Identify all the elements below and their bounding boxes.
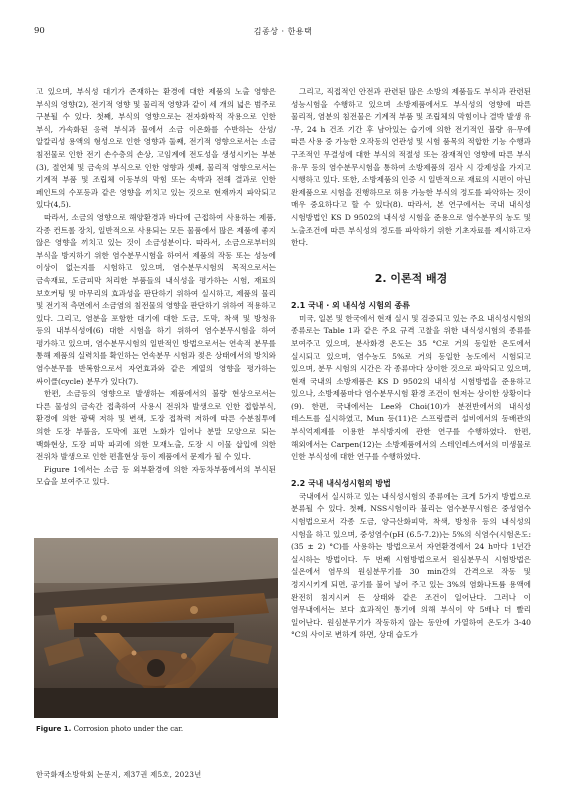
corrosion-photo-image: [34, 538, 278, 718]
subsection-title: 2.1 국내 · 외 내식성 시험의 종류: [291, 300, 410, 310]
body-paragraph: Figure 1에서는 소금 등 외부환경에 의한 자동차부품에서의 부식된 모습을 보여주고 있다.: [36, 464, 276, 487]
left-column: [36, 86, 276, 489]
figure-caption: [36, 725, 183, 733]
body-paragraph: 국내에서 실시하고 있는 내식성시험의 종류에는 크게 5가지 방법으로 분류될 수 있다. 첫째, NSS시험이라 불리는 염수분무시험은 중성염수 시험법으로서 각종 도금, 양극산화피막, 착색, 방청유 등의 내식성의 시험을 하고 있으며, 중성염수(pH (6.5-7.2))는 5%의 식염수(시험온도: (35 ± 2) °C)를 사용하는 방법으로서 자연환경에서 24 h마다 1년간 실시하는 방법이다. 두 번째 시험방법으로서 원심분무식 시험방법은 실온에서 염무의 원심분무기를 30 min간의 간격으로 작동 및 정지시키게 되면, 공기를 불어 넣어 주고 있는 3%의 염화나트륨 용액에 완전히 침지시켜 든 상태와 같은 조건이 일어난다. 그러나 이 염무내에서는 보다 효과적인 통기에 의해 부식이 약 5배나 더 빨리 일어난다. 원심분무기가 작동하지 않는 동안에 가열하여 온도가 3-40 °C의 사이로 변하게 하면, 상대 습도가: [291, 491, 531, 640]
running-head-authors: 김종상 · 한용택: [253, 27, 313, 36]
body-paragraph: 미국, 일본 및 한국에서 현재 실시 및 검증되고 있는 주요 내식성시험의 종류로는 Table 1과 같은 주요 규격 고찰을 위한 내식성시험의 종류를 보여주고 있으며, 분사화경 온도는 35 °C로 거의 동일한 온도에서 실시되고 있으며, 염수농도 5%로 거의 동일한 농도에서 시험되고 있으며, 분무 시험의 시간은 각 종류마다 상이한 것으로 파악되고 있으며, 현재 국내의 소방제품은 KS D 9502의 내식성 시험방법을 준용하고 있으나, 소방제품마다 염수분무시험 환경 조건이 현저는 상이한 상황이다(9). 한편, 국내에서는 Lee와 Choi(10)가 분전반에서의 내식성 테스트를 실시하였고, Mun 등(11)은 스프링클러 설비에서의 동배관의 부식억제제를 이용한 부식방지에 관한 연구를 수행하였다. 한편, 해외에서는 Carpen(12)는 소방제품에서의 스테인레스에서의 미생물로 인한 부식성에 대한 연구를 수행하였다.: [291, 313, 531, 462]
right-column: [291, 86, 531, 642]
body-paragraph: 한편, 소금등의 영향으로 발생하는 제품에서의 불량 현상으로서는 다른 물성의 금속간 접촉하여 사용시 전위차 발생으로 인한 접합부식, 환경에 의한 광택 저하 및 변색, 도장 접착력 저하에 따른 수분침투에 의한 도장 부풀음, 도막에 표면 노화가 일어나 분말 모양으로 되는 백화현상, 도장 피막 파괴에 의한 모재노출, 도장 시 이물 삽입에 의한 전위차 발생으로 인한 편흘현상 등이 제품에서 문제가 될 수 있다.: [36, 389, 276, 462]
page-number: 90: [34, 26, 45, 36]
figure-1-corrosion-photo: [34, 538, 278, 718]
figure-label: Figure 1.: [36, 725, 72, 733]
page-header: [34, 26, 532, 40]
figure-caption-text: Corrosion photo under the car.: [73, 725, 184, 733]
section-title: 2. 이론적 배경: [374, 271, 448, 285]
subsection-title: 2.2 국내 내식성시험의 방법: [291, 478, 391, 488]
body-paragraph: 그리고, 직접적인 안전과 관련된 많은 소방의 제품들도 부식과 관련된 성능시험을 수행하고 있으며 소방제품에서도 부식성의 영향에 따른 물리적, 염분의 침전물은 기계적 부품 및 조립체의 막힘이나 결박 발생 유·무, 24 h 건조 기간 후 남아있는 습기에 의한 전기적인 불량 유·무에 따른 사용 중 가능한 오작동의 연관성 및 시험 품목의 적합한 기능 수행과 구조적인 무결성에 대한 부식의 적절성 또는 잠재적인 영향에 따른 부식 유·무 등의 염수분무시험을 통하여 소방제품의 검사 시 강제성을 가지고 시행하고 있다. 또한, 소방제품의 인증 시 일반적으로 재료의 시편이 아닌 완제품으로 시험을 진행하므로 허용 가능한 부식의 정도를 파악하는 것이 매우 중요하다고 할 수 있다(8). 따라서, 본 연구에서는 국내 내식성 시험방법인 KS D 9502의 내식성 시험을 준용으로 염수분무의 농도 및 노출조건에 따른 부식성의 정도를 파악하기 위한 기초자료를 제시하고자 한다.: [291, 87, 531, 248]
body-paragraph: 따라서, 소금의 영향으로 해양환경과 바다에 근접하여 사용하는 제품, 각종 컨트롤 장치, 일반적으로 사용되는 모든 물품에서 많은 제품에 좋지 않은 영향을 끼치고 있는 것이 소금성분이다. 따라서, 소금으로부터의 부식을 방지하기 위한 염수분무시험을 하여서 제품의 작동 또는 성능에 이상이 없는지를 시험하고 있으며, 염수분무시험의 목적으로서는 금속재료, 도금피막 처리한 부품들의 내식성을 평가하는 시험, 재료의 보호커팅 및 마무리의 효과성을 판단하기 위하여 실시하고, 제품의 물리 및 전기적 측면에서 소금염의 침전물의 영향을 판단하기 위하여 적용하고 있다. 그리고, 염분을 포함한 대기에 대한 도금, 도막, 착색 및 방청유 등의 내부식성에(6) 대한 시험을 하기 위하여 염수분무시험을 하여 평가하고 있으며, 염수분무시험의 일반적인 방법으로서는 연속적 분무를 통해 제품의 실력치를 확인하는 연속분무 시험과 젖은 상태에서의 방치와 염수분무를 반복함으로서 자연효과와 같은 계열의 영향을 평가하는 싸이클(cycle) 분무가 있다(7).: [36, 212, 276, 386]
body-paragraph: 고 있으며, 부식성 대기가 존재하는 환경에 대한 제품의 노출 영향은 부식의 영향(2), 전기적 영향 및 물리적 영향과 같이 세 개의 넓은 범주로 구분될 수 있다. 첫째, 부식의 영향으로는 전자화학적 작용으로 인한 부식, 가속화된 응력 부식과 물에서 소금 이온화를 수반하는 산성/알칼리성 용액의 형성으로 인한 영향과 둘째, 전기적 영향으로서는 소금 침전물로 인한 전기 손수층의 손상, 고임계에 전도성을 생성시키는 부분(3), 절연체 및 금속의 부식으로 인한 영향과 셋째, 물리적 영향으로서는 기계적 부품 및 조립체 이동부의 막힘 또는 속박과 전해 결과로 인한 페인트의 수포등과 같은 영향을 끼치고 있는 것으로 현재까지 파악되고 있다(4,5).: [36, 87, 276, 210]
journal-footer: 한국화재소방학회 논문지, 제37권 제5호, 2023년: [36, 770, 202, 779]
